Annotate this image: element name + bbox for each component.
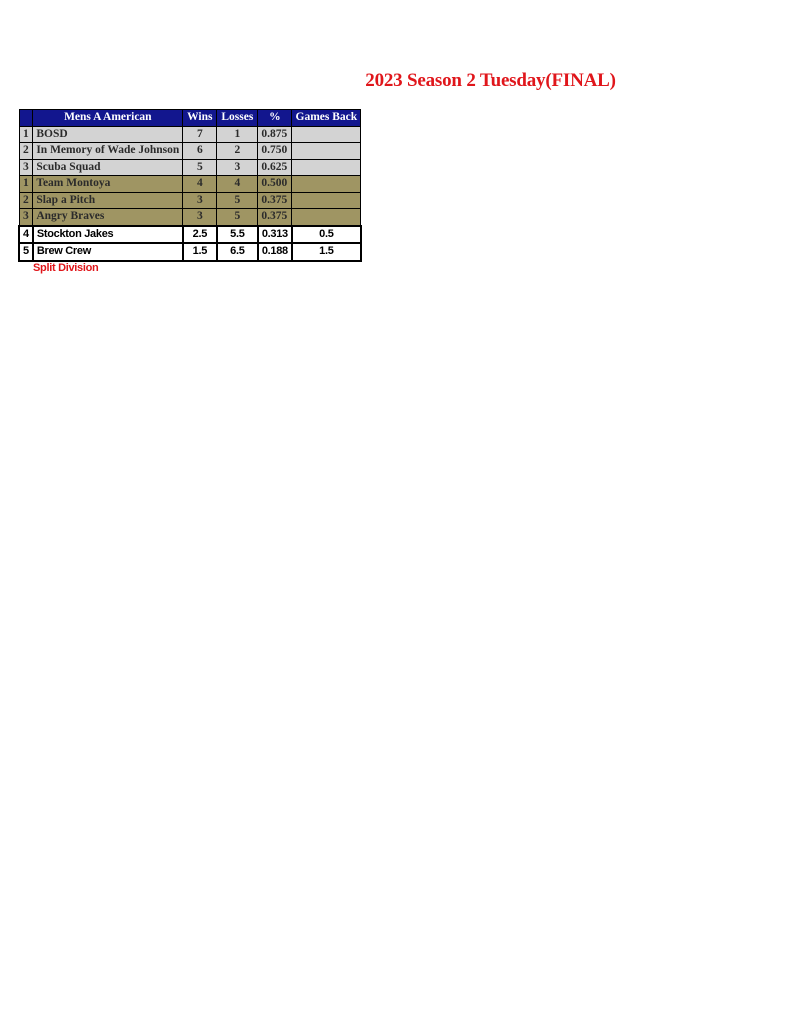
team-cell: Slap a Pitch bbox=[33, 192, 183, 209]
losses-cell: 4 bbox=[217, 176, 258, 193]
division-name-header: Mens A American bbox=[33, 110, 183, 127]
wins-cell: 1.5 bbox=[183, 243, 217, 261]
rank-cell: 2 bbox=[19, 192, 33, 209]
team-cell: In Memory of Wade Johnson bbox=[33, 143, 183, 160]
games-back-cell bbox=[292, 159, 361, 176]
team-cell: Brew Crew bbox=[33, 243, 183, 261]
percent-cell: 0.625 bbox=[258, 159, 292, 176]
losses-cell: 5 bbox=[217, 209, 258, 226]
wins-cell: 4 bbox=[183, 176, 217, 193]
games-back-header: Games Back bbox=[292, 110, 361, 127]
rank-cell: 1 bbox=[19, 126, 33, 143]
team-cell: Angry Braves bbox=[33, 209, 183, 226]
table-row bbox=[19, 176, 361, 193]
page-title: 2023 Season 2 Tuesday(FINAL) bbox=[365, 70, 616, 91]
games-back-cell bbox=[292, 192, 361, 209]
wins-cell: 7 bbox=[183, 126, 217, 143]
team-cell: Stockton Jakes bbox=[33, 226, 183, 244]
losses-cell: 5.5 bbox=[217, 226, 258, 244]
table-row bbox=[19, 192, 361, 209]
losses-cell: 5 bbox=[217, 192, 258, 209]
page-title-wrap bbox=[0, 70, 791, 92]
table-row bbox=[19, 209, 361, 226]
losses-cell: 3 bbox=[217, 159, 258, 176]
percent-cell: 0.188 bbox=[258, 243, 292, 261]
rank-cell: 5 bbox=[19, 243, 33, 261]
team-cell: Team Montoya bbox=[33, 176, 183, 193]
percent-cell: 0.875 bbox=[258, 126, 292, 143]
games-back-cell bbox=[292, 143, 361, 160]
wins-cell: 5 bbox=[183, 159, 217, 176]
team-cell: Scuba Squad bbox=[33, 159, 183, 176]
rank-cell: 4 bbox=[19, 226, 33, 244]
losses-cell: 1 bbox=[217, 126, 258, 143]
rank-cell: 3 bbox=[19, 209, 33, 226]
wins-cell: 3 bbox=[183, 209, 217, 226]
table-row bbox=[19, 143, 361, 160]
percent-cell: 0.500 bbox=[258, 176, 292, 193]
percent-cell: 0.375 bbox=[258, 192, 292, 209]
losses-header: Losses bbox=[217, 110, 258, 127]
games-back-cell bbox=[292, 126, 361, 143]
percent-cell: 0.313 bbox=[258, 226, 292, 244]
percent-cell: 0.375 bbox=[258, 209, 292, 226]
games-back-cell bbox=[292, 176, 361, 193]
games-back-cell: 0.5 bbox=[292, 226, 361, 244]
rank-cell: 3 bbox=[19, 159, 33, 176]
percent-cell: 0.750 bbox=[258, 143, 292, 160]
table-row bbox=[19, 126, 361, 143]
rank-cell: 2 bbox=[19, 143, 33, 160]
losses-cell: 6.5 bbox=[217, 243, 258, 261]
table-row bbox=[19, 159, 361, 176]
header-row bbox=[19, 110, 361, 127]
table-row bbox=[19, 243, 361, 261]
wins-header: Wins bbox=[183, 110, 217, 127]
rank-header bbox=[19, 110, 33, 127]
table-row bbox=[19, 226, 361, 244]
wins-cell: 2.5 bbox=[183, 226, 217, 244]
games-back-cell bbox=[292, 209, 361, 226]
wins-cell: 3 bbox=[183, 192, 217, 209]
split-division-note: Split Division bbox=[33, 262, 99, 274]
losses-cell: 2 bbox=[217, 143, 258, 160]
rank-cell: 1 bbox=[19, 176, 33, 193]
team-cell: BOSD bbox=[33, 126, 183, 143]
standings-table bbox=[18, 109, 362, 262]
wins-cell: 6 bbox=[183, 143, 217, 160]
games-back-cell: 1.5 bbox=[292, 243, 361, 261]
percent-header: % bbox=[258, 110, 292, 127]
